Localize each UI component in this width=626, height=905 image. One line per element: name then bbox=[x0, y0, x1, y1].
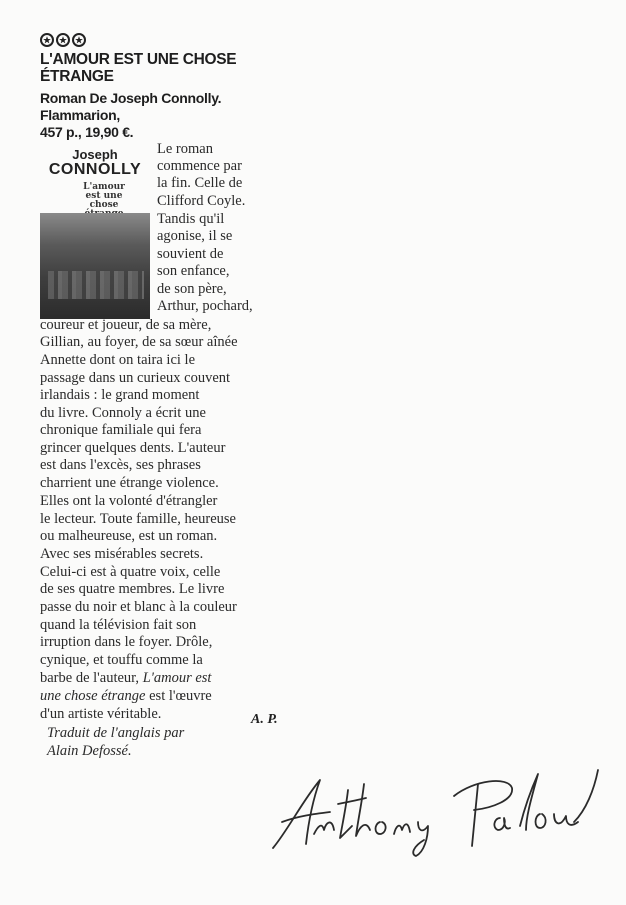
translator-line: Alain Defossé. bbox=[47, 743, 132, 759]
body-line: Elles ont la volonté d'étrangler bbox=[40, 493, 218, 509]
reviewer-initials: A. P. bbox=[251, 712, 278, 727]
body-line: Gillian, au foyer, de sa sœur aînée bbox=[40, 334, 238, 350]
book-cover bbox=[40, 147, 150, 319]
body-line bbox=[40, 670, 211, 687]
body-line: de son père, bbox=[157, 281, 227, 297]
body-line bbox=[40, 688, 212, 705]
cover-title-line: est une chose bbox=[85, 191, 123, 210]
book-title-italic: une chose étrange bbox=[40, 688, 146, 704]
handwritten-signature bbox=[268, 730, 608, 865]
body-line: son enfance, bbox=[157, 263, 230, 279]
body-line: Le roman bbox=[157, 141, 213, 157]
cover-author-first: Joseph bbox=[72, 147, 118, 162]
star-circle-icon bbox=[40, 33, 54, 47]
body-line: Avec ses misérables secrets. bbox=[40, 546, 204, 562]
body-line: coureur et joueur, de sa mère, bbox=[40, 317, 212, 333]
body-line: irlandais : le grand moment bbox=[40, 387, 200, 403]
body-line: irruption dans le foyer. Drôle, bbox=[40, 634, 213, 650]
body-line: commence par bbox=[157, 158, 242, 174]
body-line: le lecteur. Toute famille, heureuse bbox=[40, 511, 236, 527]
body-line: Clifford Coyle. bbox=[157, 193, 246, 209]
body-line: la fin. Celle de bbox=[157, 175, 243, 191]
body-line: Annette dont on taira ici le bbox=[40, 352, 196, 368]
body-line: est dans l'excès, ses phrases bbox=[40, 457, 201, 473]
body-line: passage dans un curieux couvent bbox=[40, 370, 231, 386]
body-line: charrient une étrange violence. bbox=[40, 475, 219, 491]
body-line: Tandis qu'il bbox=[157, 211, 225, 227]
cover-photo bbox=[40, 213, 150, 319]
body-text: est l'œuvre bbox=[145, 688, 212, 704]
body-line: passe du noir et blanc à la couleur bbox=[40, 599, 237, 615]
book-publisher-line: Flammarion, bbox=[40, 107, 120, 123]
translator-line: Traduit de l'anglais par bbox=[47, 725, 185, 741]
body-line: du livre. Connoly a écrit une bbox=[40, 405, 206, 421]
book-author-line: Roman De Joseph Connolly. bbox=[40, 90, 222, 106]
body-line: chronique familiale qui fera bbox=[40, 422, 202, 438]
body-line: ou malheureuse, est un roman. bbox=[40, 528, 218, 544]
body-line: souvient de bbox=[157, 246, 224, 262]
body-line: agonise, il se bbox=[157, 228, 233, 244]
cover-title-line: L'amour bbox=[83, 182, 125, 192]
cover-author-last: CONNOLLY bbox=[48, 161, 142, 178]
star-circle-icon bbox=[72, 33, 86, 47]
review-headline: L'AMOUR EST UNE CHOSE ÉTRANGE bbox=[40, 51, 237, 85]
body-line: Arthur, pochard, bbox=[157, 298, 253, 314]
book-title-italic: L'amour est bbox=[142, 670, 212, 686]
body-line: grincer quelques dents. L'auteur bbox=[40, 440, 226, 456]
body-text: barbe de l'auteur, bbox=[40, 670, 143, 686]
body-line: cynique, et touffu comme la bbox=[40, 652, 203, 668]
book-pages-price-line: 457 p., 19,90 €. bbox=[40, 124, 134, 140]
body-line: Celui-ci est à quatre voix, celle bbox=[40, 564, 221, 580]
body-line: d'un artiste véritable. bbox=[40, 706, 162, 722]
rating bbox=[40, 33, 86, 47]
star-circle-icon bbox=[56, 33, 70, 47]
body-line: de ses quatre membres. Le livre bbox=[40, 581, 225, 597]
body-line: quand la télévision fait son bbox=[40, 617, 197, 633]
